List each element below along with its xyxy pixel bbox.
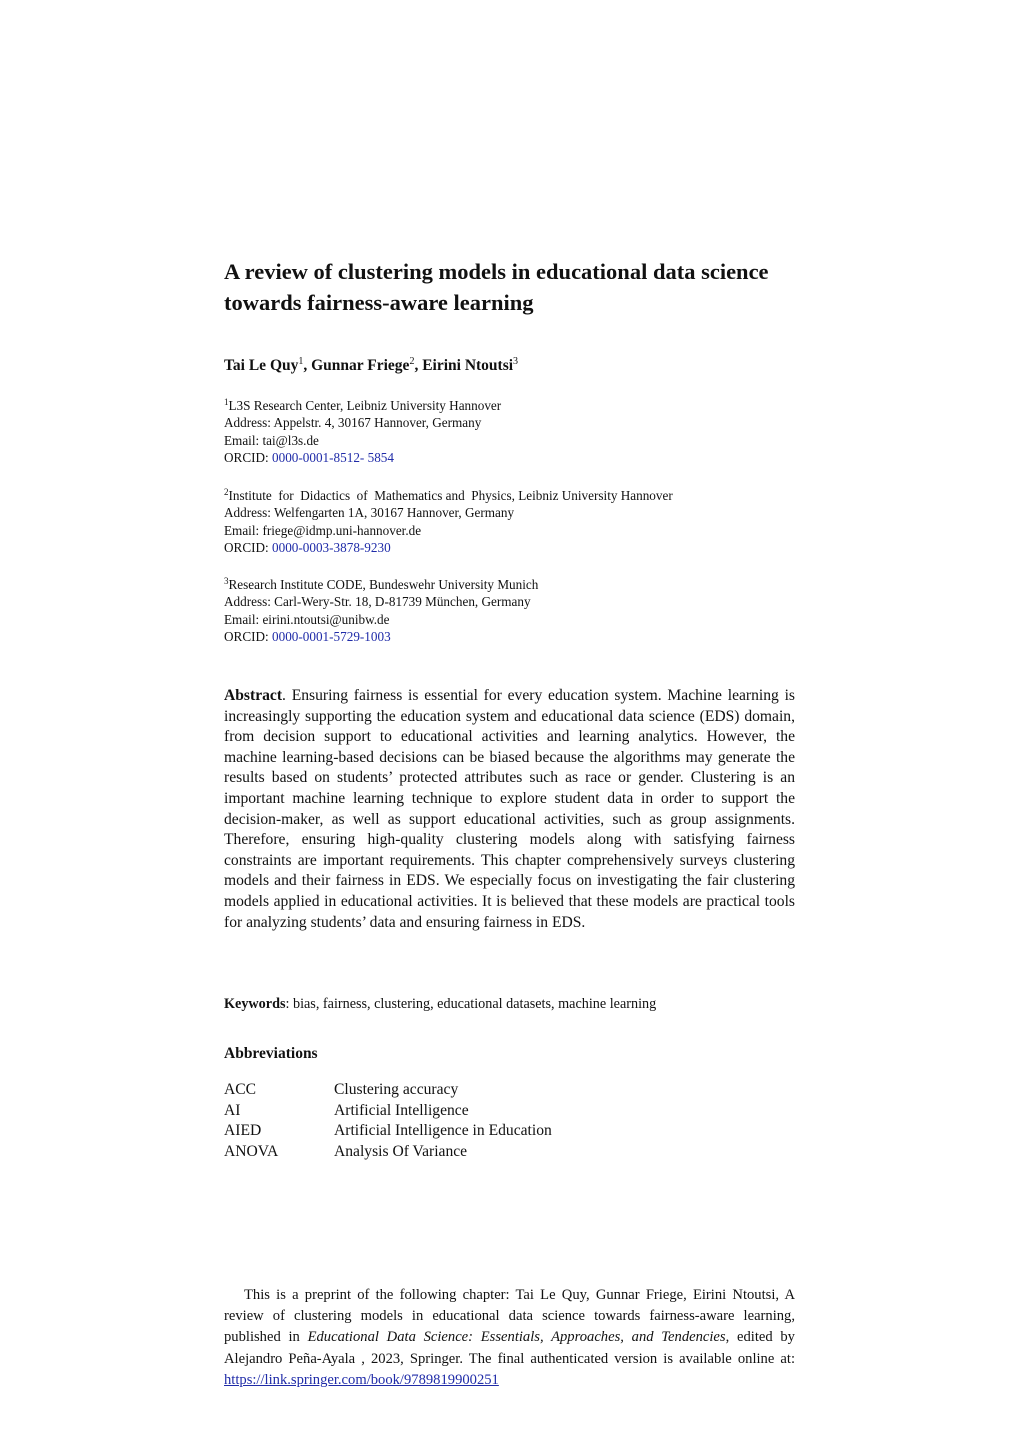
keywords-text: : bias, fairness, clustering, educational datasets, machine learning	[285, 996, 657, 1012]
abbreviation-row	[224, 1142, 552, 1163]
keywords-label: Keywords	[224, 996, 286, 1012]
author-name: Eirini Ntoutsi	[422, 357, 514, 374]
abbreviation-definition: Clustering accuracy	[334, 1081, 459, 1098]
author-list	[224, 357, 518, 375]
author-affiliation-mark: 2	[409, 356, 415, 367]
orcid-link[interactable]: 0000-0001-8512- 5854	[272, 449, 394, 465]
affiliation-block	[224, 397, 804, 466]
affiliation-address: Address: Carl-Wery-Str. 18, D-81739 München, Germany	[224, 594, 531, 610]
affiliation-address: Address: Welfengarten 1A, 30167 Hannover, Germany	[224, 505, 515, 521]
affiliation-mark: 1	[224, 397, 229, 407]
abbreviation-row	[224, 1101, 552, 1122]
abstract-paragraph	[224, 686, 795, 933]
orcid-link[interactable]: 0000-0001-5729-1003	[272, 628, 391, 644]
abbreviation-term: AIED	[224, 1122, 262, 1140]
orcid-label: ORCID:	[224, 628, 272, 644]
abstract-label: Abstract	[224, 687, 283, 704]
orcid-link[interactable]: 0000-0003-3878-9230	[272, 539, 391, 555]
author-name: Gunnar Friege	[311, 357, 410, 374]
affiliation-block	[224, 576, 804, 645]
abbreviation-row	[224, 1080, 552, 1101]
affiliation-email: Email: friege@idmp.uni-hannover.de	[224, 522, 422, 538]
author-affiliation-mark: 1	[298, 356, 304, 367]
author-separator: ,	[303, 357, 312, 374]
abbreviations-table	[224, 1080, 552, 1163]
springer-link[interactable]: https://link.springer.com/book/9789819900251	[224, 1371, 499, 1388]
keywords-line	[224, 996, 656, 1013]
abbreviation-definition: Artificial Intelligence in Education	[334, 1122, 552, 1140]
abbreviation-term: ACC	[224, 1081, 257, 1098]
affiliation-email: Email: tai@l3s.de	[224, 432, 319, 448]
abstract-text: . Ensuring fairness is essential for every education system. Machine learning is increasingly supporting the education system and educational data science (EDS) domain, from decision support to educational activities and learning analytics. However, the machine learning-based decisions can be biased because the algorithms may generate the results based on students’ protected attributes such as race or gender. Clustering is an important machine learning technique to explore student data in order to support the decision-maker, as well as support educational activities, such as group assignments. Therefore, ensuring high-quality clustering models along with satisfying fairness constraints are important requirements. This chapter comprehensively surveys clustering models and their fairness in EDS. We especially focus on investigating the fair clustering models applied in educational activities. It is believed that these models are practical tools for analyzing students’ data and ensuring fairness in EDS.	[224, 687, 795, 931]
preprint-text: This is a preprint of the following chapter: Tai Le Quy, Gunnar Friege, Eirini Ntoutsi, A review of clustering models in educational data science towards fairness-aware learning, published in	[224, 1287, 795, 1346]
affiliation-institution: Research Institute CODE, Bundeswehr University Munich	[228, 577, 539, 592]
orcid-label: ORCID:	[224, 539, 272, 555]
affiliation-email: Email: eirini.ntoutsi@unibw.de	[224, 611, 390, 627]
author-name: Tai Le Quy	[224, 357, 299, 374]
affiliation-block	[224, 487, 804, 556]
affiliation-address: Address: Appelstr. 4, 30167 Hannover, Germany	[224, 415, 482, 431]
affiliation-institution: Institute for Didactics of Mathematics and Physics, Leibniz University Hannover	[228, 488, 673, 503]
abbreviation-row	[224, 1121, 552, 1142]
abbreviation-definition: Analysis Of Variance	[334, 1143, 468, 1161]
book-title: Educational Data Science: Essentials, Approaches, and Tendencies	[307, 1329, 726, 1346]
abbreviation-term: AI	[224, 1101, 241, 1119]
author-affiliation-mark: 3	[513, 356, 519, 367]
preprint-text-continued: , edited by Alejandro Peña-Ayala , 2023, Springer. The final authenticated version is available online at:	[224, 1329, 795, 1367]
paper-title: A review of clustering models in educational data science towards fairness-aware learning	[224, 259, 769, 315]
author-separator: ,	[414, 357, 423, 374]
abbreviations-heading: Abbreviations	[224, 1045, 318, 1062]
orcid-label: ORCID:	[224, 449, 272, 465]
affiliation-institution: L3S Research Center, Leibniz University Hannover	[228, 398, 502, 413]
affiliation-mark: 2	[224, 487, 229, 497]
preprint-notice	[224, 1285, 795, 1391]
abbreviation-definition: Artificial Intelligence	[334, 1101, 469, 1119]
abbreviation-term: ANOVA	[224, 1143, 279, 1161]
affiliation-mark: 3	[224, 576, 229, 586]
